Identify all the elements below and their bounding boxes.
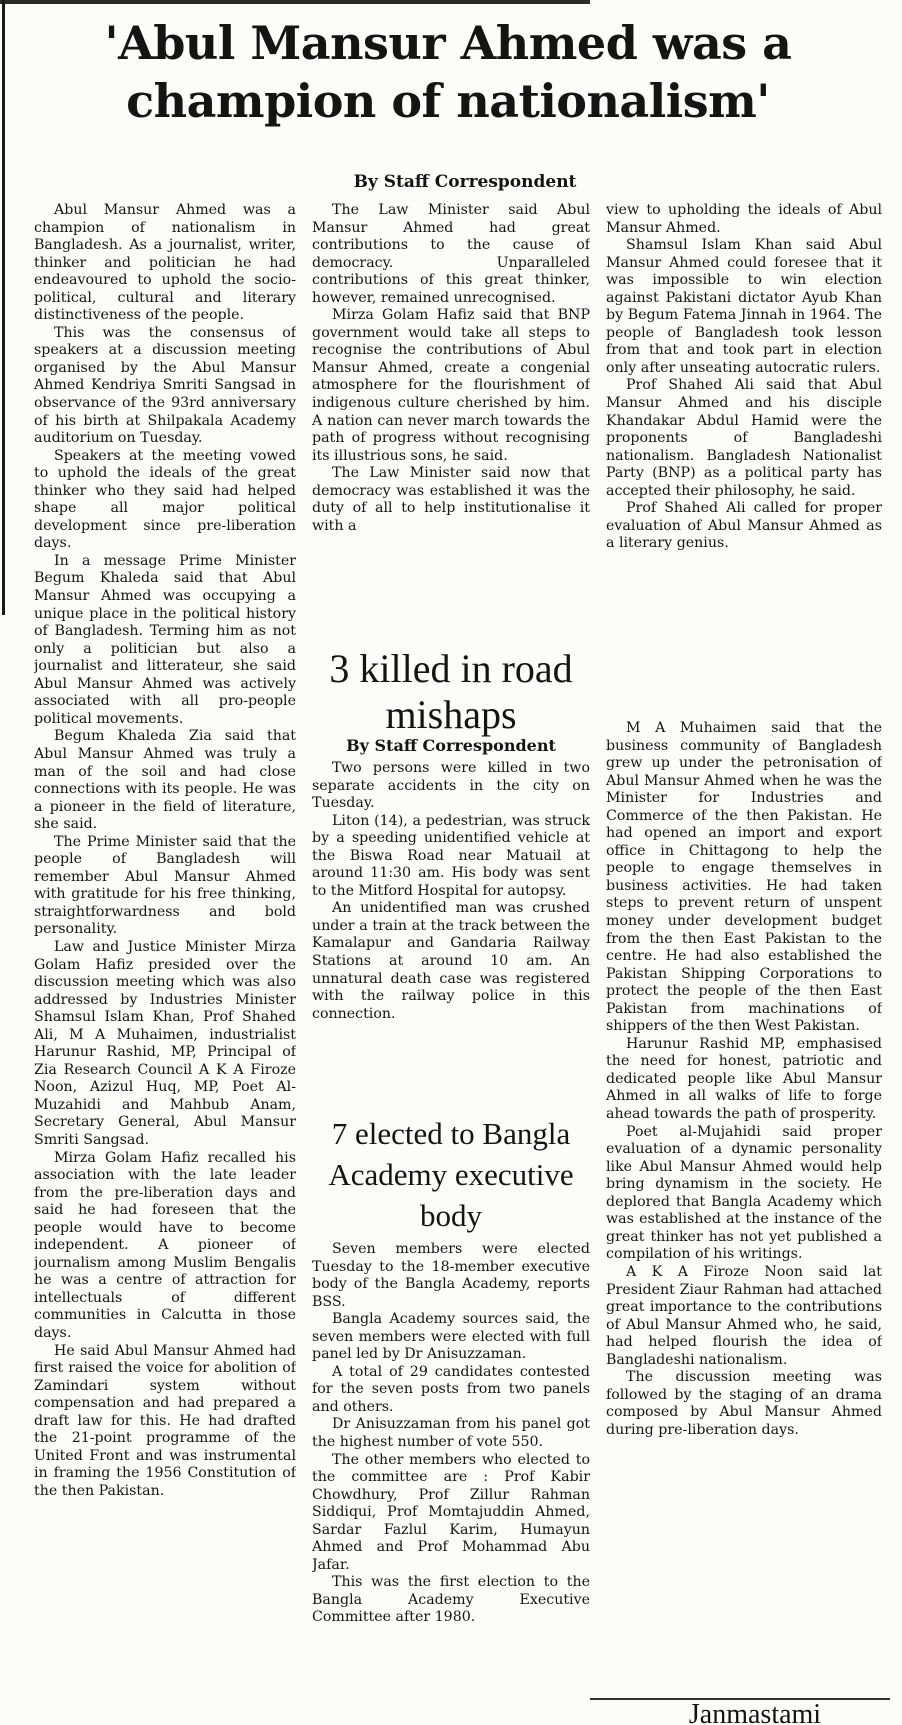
left-rule — [2, 0, 5, 615]
main-headline: 'Abul Mansur Ahmed was a champion of nationalism' — [104, 16, 792, 128]
paragraph: The discussion meeting was followed by the staging of an drama composed by Abul Mansur Ahmed during pre-liberation days. — [606, 1369, 882, 1438]
paragraph: Prof Shahed Ali said that Abul Mansur Ahmed and his disciple Khandakar Abdul Hamid were the proponents of Bangladeshi nationalism. Bangladesh Nationalist Party (BNP) as a political party has accepted their philosophy, he said. — [606, 377, 882, 499]
article-column-1 — [34, 202, 296, 1725]
paragraph: Bangla Academy sources said, the seven members were elected with full panel led by Dr Anisuzzaman. — [312, 1311, 590, 1363]
top-rule — [0, 0, 590, 4]
paragraph: Mirza Golam Hafiz recalled his association with the late leader from the pre-liberation days and said he had foreseen that the people would have to become independent. A pioneer of journalism among Muslim Bengalis he was a centre of attraction for intellectuals of different communities in Calcutta in those days. — [34, 1149, 296, 1341]
paragraph: A K A Firoze Noon said lat President Ziaur Rahman had attached great importance to the contributions of Abul Mansur Ahmed who, he said, had helped flourish the idea of Bangladeshi nationalism. — [606, 1263, 882, 1368]
article-column-3-continued — [606, 720, 882, 1725]
paragraph: He said Abul Mansur Ahmed had first raised the voice for abolition of Zamindari system without compensation and had prepared a draft law for this. He had drafted the 21-point programme of the United Front and was instrumental in framing the 1956 Constitution of the then Pakistan. — [34, 1342, 296, 1499]
paragraph: A total of 29 candidates contested for the seven posts from two panels and others. — [312, 1363, 590, 1415]
bangla-academy-headline: 7 elected to Bangla Academy executive body — [328, 1116, 574, 1233]
bangla-academy-body — [312, 1241, 590, 1725]
paragraph: The Law Minister said Abul Mansur Ahmed had great contributions to the cause of democracy. Unparalleled contributions of this great thinker, however, remained unrecognised. — [312, 202, 590, 306]
next-story-teaser: Janmastami — [688, 1699, 822, 1725]
paragraph: Mirza Golam Hafiz said that BNP government would take all steps to recognise the contributions of Abul Mansur Ahmed, create a congenial atmosphere for the flourishment of indigenous culture cherished by him. A nation can never march towards the path of progress without recognising its illustrious sons, he said. — [312, 307, 590, 464]
paragraph: The Law Minister said now that democracy was established it was the duty of all to help institutionalise it with a — [312, 465, 590, 534]
article-column-2 — [312, 202, 590, 670]
road-mishaps-body — [312, 760, 590, 1115]
paragraph: This was the consensus of speakers at a discussion meeting organised by the Abul Mansur Ahmed Kendriya Smriti Sangsad in observance of the 93rd anniversary of his birth at Shilpakala Academy auditorium on Tuesday. — [34, 324, 296, 447]
paragraph: The other members who elected to the committee are : Prof Kabir Chowdhury, Prof Zillur Rahman Siddiqui, Prof Momtajuddin Ahmed, Sardar Fazlul Karim, Humayun Ahmed and Prof Mohammad Abu Jafar. — [312, 1451, 590, 1573]
paragraph: Poet al-Mujahidi said proper evaluation of a dynamic personality like Abul Mansur Ahmed would help bring dynamism in the society. He deplored that Bangla Academy which was established at the instance of the great thinker has not yet published a compilation of his writings. — [606, 1123, 882, 1263]
road-mishaps-byline: By Staff Correspondent — [346, 736, 556, 755]
paragraph: Speakers at the meeting vowed to uphold the ideals of the great thinker who they said had helped shape all major political development since pre-liberation days. — [34, 447, 296, 552]
paragraph: Prof Shahed Ali called for proper evaluation of Abul Mansur Ahmed as a literary genius. — [606, 500, 882, 552]
paragraph: view to upholding the ideals of Abul Mansur Ahmed. — [606, 202, 882, 236]
paragraph: Shamsul Islam Khan said Abul Mansur Ahmed could foresee that it was impossible to win election against Pakistani dictator Ayub Khan by Begum Fatema Jinnah in 1964. The people of Bangladesh took lesson from that and took part in election only after unseating autocratic rulers. — [606, 237, 882, 376]
paragraph: The Prime Minister said that the people of Bangladesh will remember Abul Mansur Ahmed with gratitude for his free thinking, straightforwardness and bold personality. — [34, 833, 296, 938]
paragraph: M A Muhaimen said that the business community of Bangladesh grew up under the petronisation of Abul Mansur Ahmed when he was the Minister for Industries and Commerce of the then Pakistan. He had opened an import and export office in Chittagong to help the people to engage themselves in business activities. He had taken steps to prevent return of unspent money under development budget from the then East Pakistan to the centre. He had also established the Pakistan Shipping Corporations to protect the people of the then East Pakistan from machinations of shippers of the then West Pakistan. — [606, 720, 882, 1035]
paragraph: Law and Justice Minister Mirza Golam Hafiz presided over the discussion meeting which was also addressed by Industries Minister Shamsul Islam Khan, Prof Shahed Ali, M A Muhaimen, industrialist Harunur Rashid, MP, Principal of Zia Research Council A K A Firoze Noon, Azizul Huq, MP, Poet Al-Muzahidi and Mahbub Anam, Secretary General, Abul Mansur Smriti Sangsad. — [34, 938, 296, 1148]
paragraph: In a message Prime Minister Begum Khaleda said that Abul Mansur Ahmed was occupying a unique place in the political history of Bangladesh. Terming him as not only a politician but also a journalist and litterateur, she said Abul Mansur Ahmed was actively associated with all pro-people political movements. — [34, 552, 296, 727]
paragraph: This was the first election to the Bangla Academy Executive Committee after 1980. — [312, 1574, 590, 1626]
article-column-3 — [606, 202, 882, 702]
paragraph: Seven members were elected Tuesday to the 18-member executive body of the Bangla Academy, reports BSS. — [312, 1241, 590, 1310]
paragraph: An unidentified man was crushed under a train at the track between the Kamalapur and Gandaria Railway Stations at around 10 am. An unnatural death case was registered with the railway police in this connection. — [312, 900, 590, 1022]
paragraph: Two persons were killed in two separate accidents in the city on Tuesday. — [312, 760, 590, 812]
road-mishaps-headline: 3 killed in road mishaps — [329, 646, 573, 737]
paragraph: Dr Anisuzzaman from his panel got the highest number of vote 550. — [312, 1416, 590, 1451]
paragraph: Liton (14), a pedestrian, was struck by a speeding unidentified vehicle at the Biswa Road near Matuail at around 11:30 am. His body was sent to the Mitford Hospital for autopsy. — [312, 812, 590, 899]
main-byline: By Staff Correspondent — [353, 172, 577, 192]
paragraph: Harunur Rashid MP, emphasised the need for honest, patriotic and dedicated people like Abul Mansur Ahmed in all walks of life to forge ahead towards the path of prosperity. — [606, 1035, 882, 1123]
paragraph: Abul Mansur Ahmed was a champion of nationalism in Bangladesh. As a journalist, writer, thinker and politician he had endeavoured to uphold the socio-political, cultural and literary distinctiveness of the people. — [34, 202, 296, 324]
paragraph: Begum Khaleda Zia said that Abul Mansur Ahmed was truly a man of the soil and had close connections with its people. He was a pioneer in the field of literature, she said. — [34, 728, 296, 833]
